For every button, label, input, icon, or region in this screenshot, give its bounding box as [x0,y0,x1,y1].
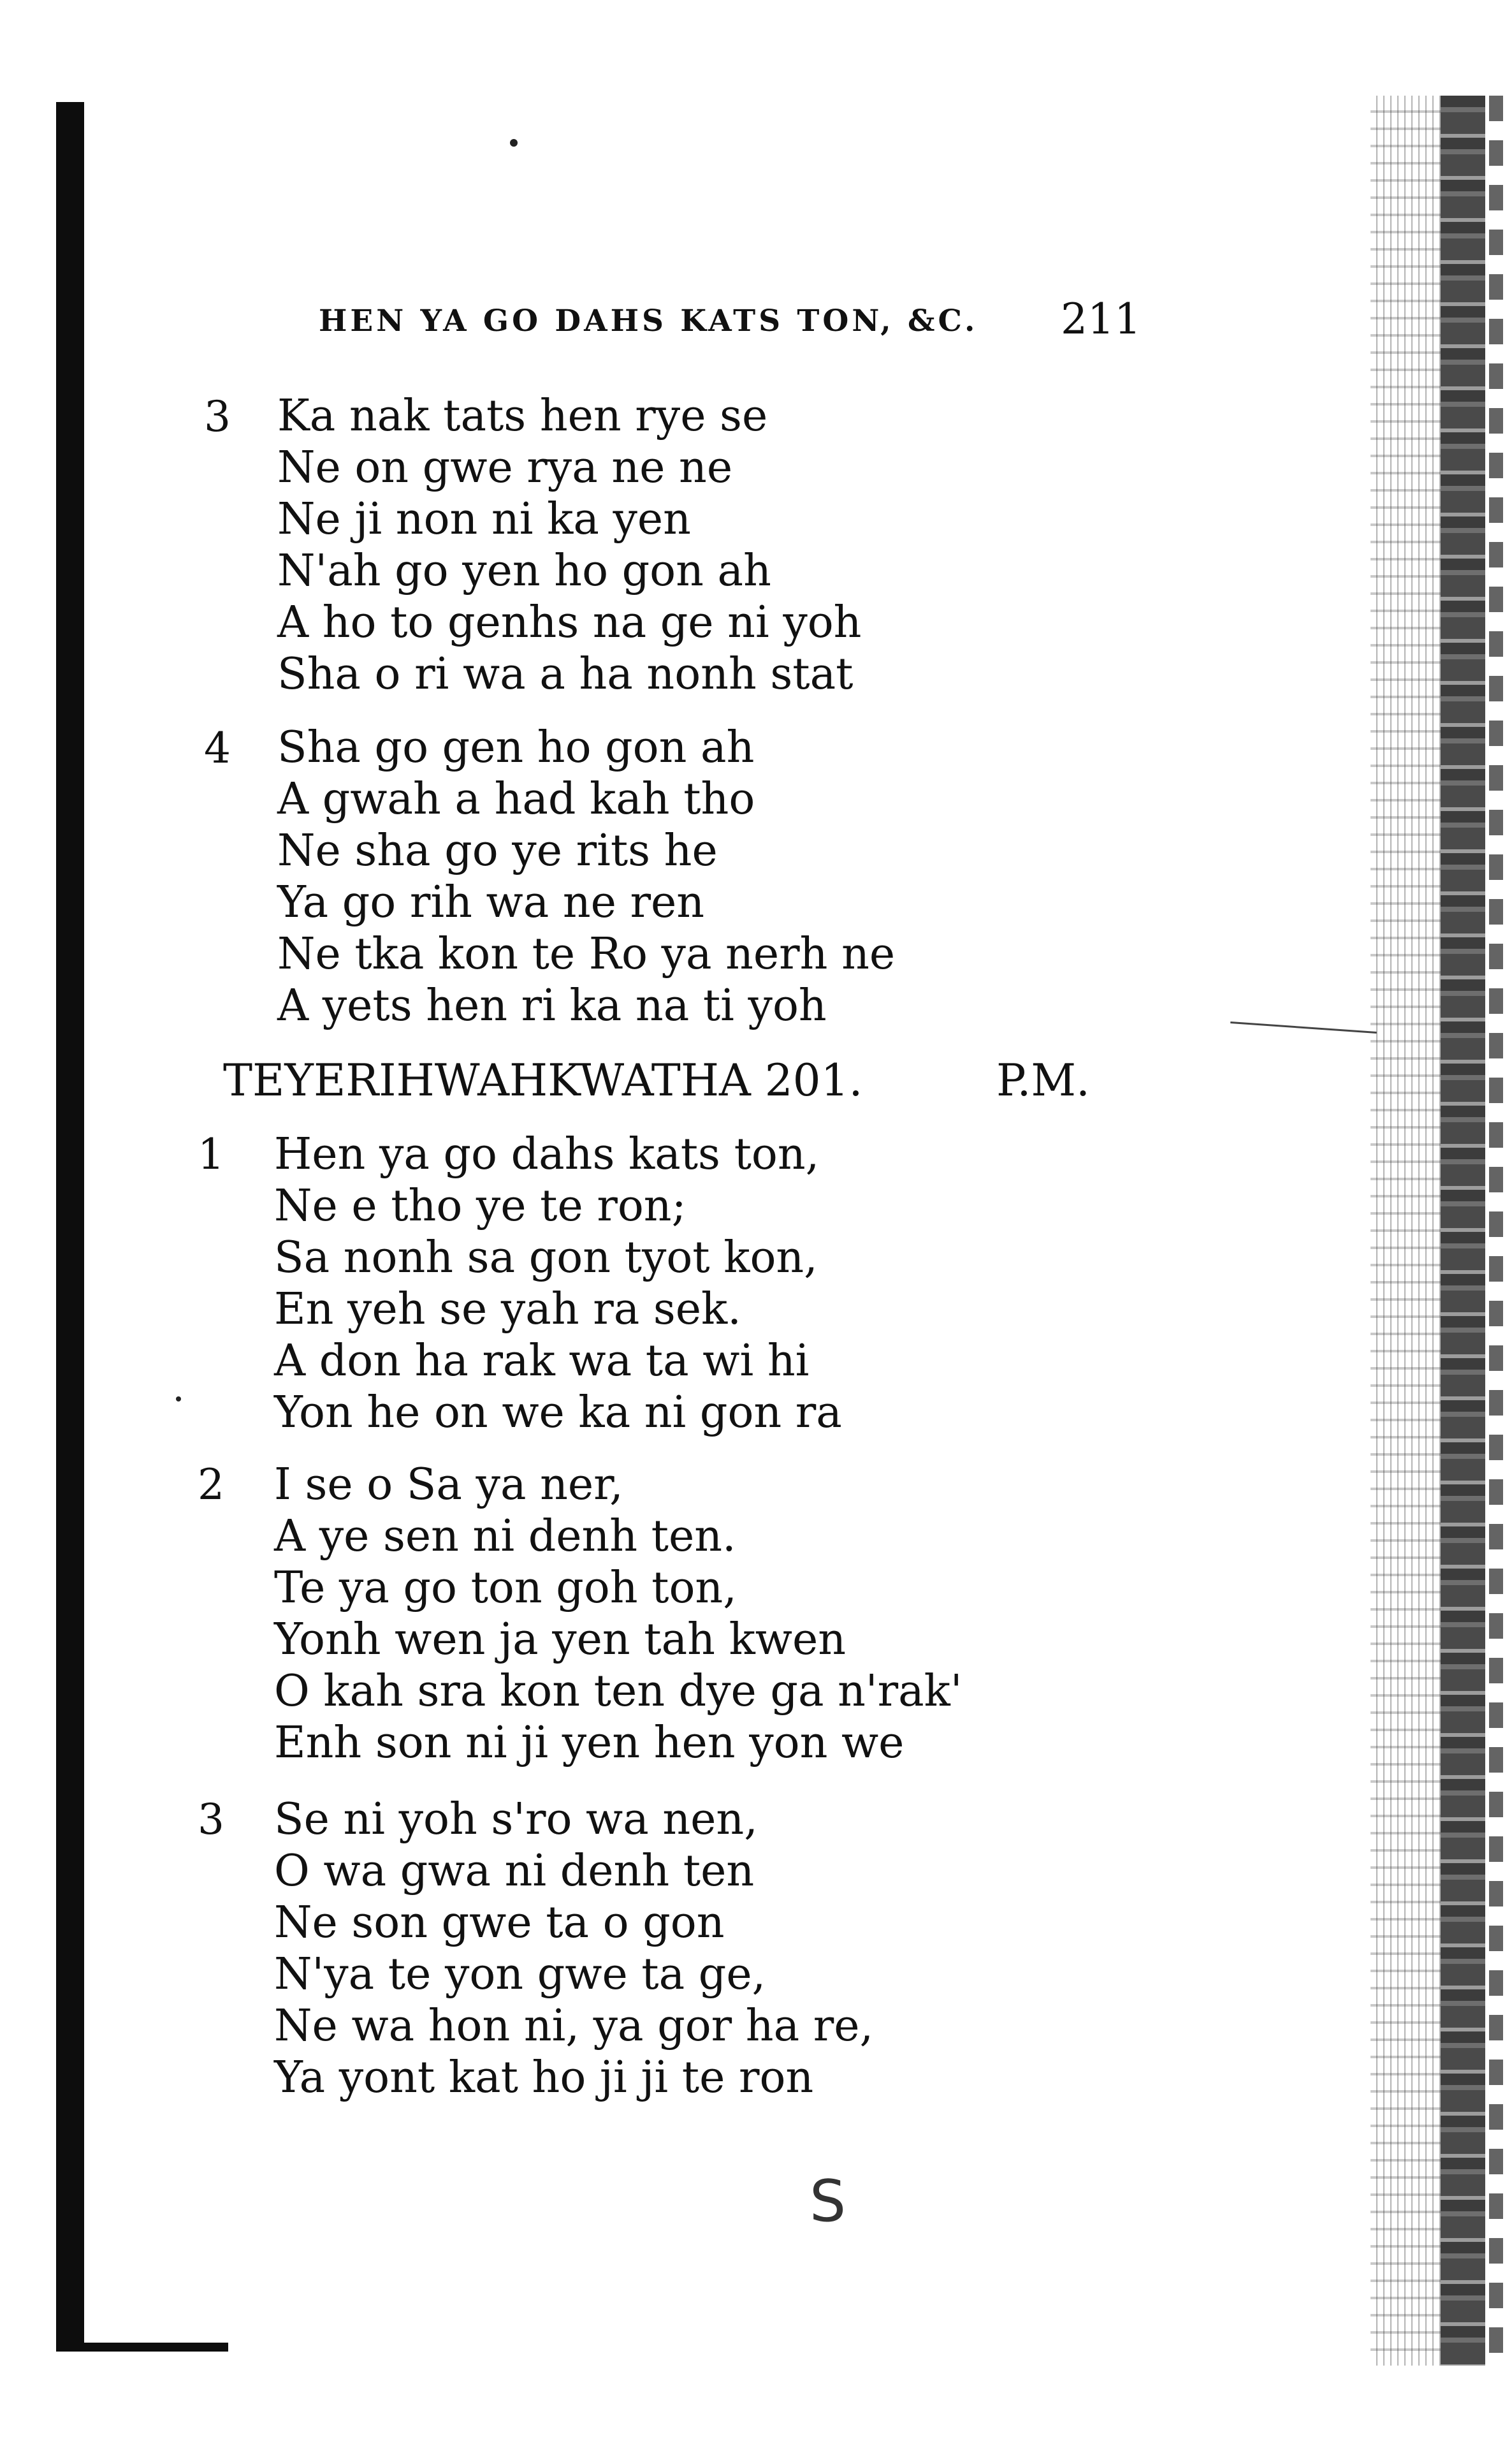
verse-line: A gwah a had kah tho [277,774,755,824]
verse-line: N'ah go yen ho gon ah [277,546,771,596]
verse-line: Sha o ri wa a ha nonh stat [277,649,854,699]
scan-edge-artifact [1370,96,1512,2366]
verse-line: I se o Sa ya ner, [274,1460,623,1510]
verse-line: Te ya go ton goh ton, [274,1563,737,1613]
verse-line: Sa nonh sa gon tyot kon, [274,1233,818,1283]
verse-line: A ye sen ni denh ten. [274,1511,736,1562]
verse-line: Ka nak tats hen rye se [277,391,768,441]
verse-line: Ne ji non ni ka yen [277,494,691,545]
verse-number: 3 [204,392,231,441]
binding-edge-foot [56,2343,228,2352]
verse-number: 1 [198,1130,224,1179]
verse-number: 3 [198,1795,224,1844]
scan-speckle [1370,96,1441,2366]
verse-lines [277,722,895,1032]
verse-line: A yets hen ri ka na ti yoh [277,981,827,1031]
verse-line: O kah sra kon ten dye ga n'rak' [274,1666,963,1716]
verse-line: O wa gwa ni denh ten [274,1846,755,1896]
hymn-title: TEYERIHWAHKWATHA 201. [223,1055,863,1106]
verse-line: Yon he on we ka ni gon ra [274,1387,842,1438]
running-head-title: HEN YA GO DAHS KATS TON, &C. [319,304,978,339]
verse-line: Ne son gwe ta o gon [274,1898,725,1948]
running-head [319,295,1141,346]
verse-line: Ne on gwe rya ne ne [277,443,733,493]
verse-line: Se ni yoh s'ro wa nen, [274,1794,758,1845]
verse-lines [274,1129,842,1438]
verse-line: Ne wa hon ni, ya gor ha re, [274,2001,874,2051]
scan-band [1441,96,1485,2366]
scan-band-outer [1489,96,1503,2366]
signature-mark: S [810,2168,847,2235]
verse-line: Hen ya go dahs kats ton, [274,1129,820,1180]
verse-line: Ya yont kat ho ji ji te ron [274,2053,814,2103]
verse-lines [274,1459,963,1769]
stray-mark [510,139,518,147]
verse-line: N'ya te yon gwe ta ge, [274,1949,766,2000]
verse-line: A ho to genhs na ge ni yoh [277,597,862,648]
verse-line: Enh son ni ji yen hen yon we [274,1718,905,1768]
verse-lines [274,1794,873,2104]
verse-number: 2 [198,1460,224,1509]
verse-line: Ne e tho ye te ron; [274,1181,687,1231]
stray-mark [176,1396,181,1401]
verse-line: Ne sha go ye rits he [277,826,718,876]
verse-line: Ya go rih wa ne ren [277,877,705,928]
binding-edge [56,102,84,2346]
hymn-heading [223,1055,1090,1113]
verse-lines [277,390,861,700]
hymn-meter: P.M. [996,1055,1090,1106]
verse-line: En yeh se yah ra sek. [274,1284,741,1335]
verse-line: A don ha rak wa ta wi hi [274,1336,810,1386]
stray-line [1230,1021,1377,1034]
verse-line: Sha go gen ho gon ah [277,722,755,773]
verse-number: 4 [204,724,231,773]
verse-line: Yonh wen ja yen tah kwen [274,1614,847,1665]
verse-line: Ne tka kon te Ro ya nerh ne [277,929,896,979]
page-number: 211 [1061,295,1141,344]
